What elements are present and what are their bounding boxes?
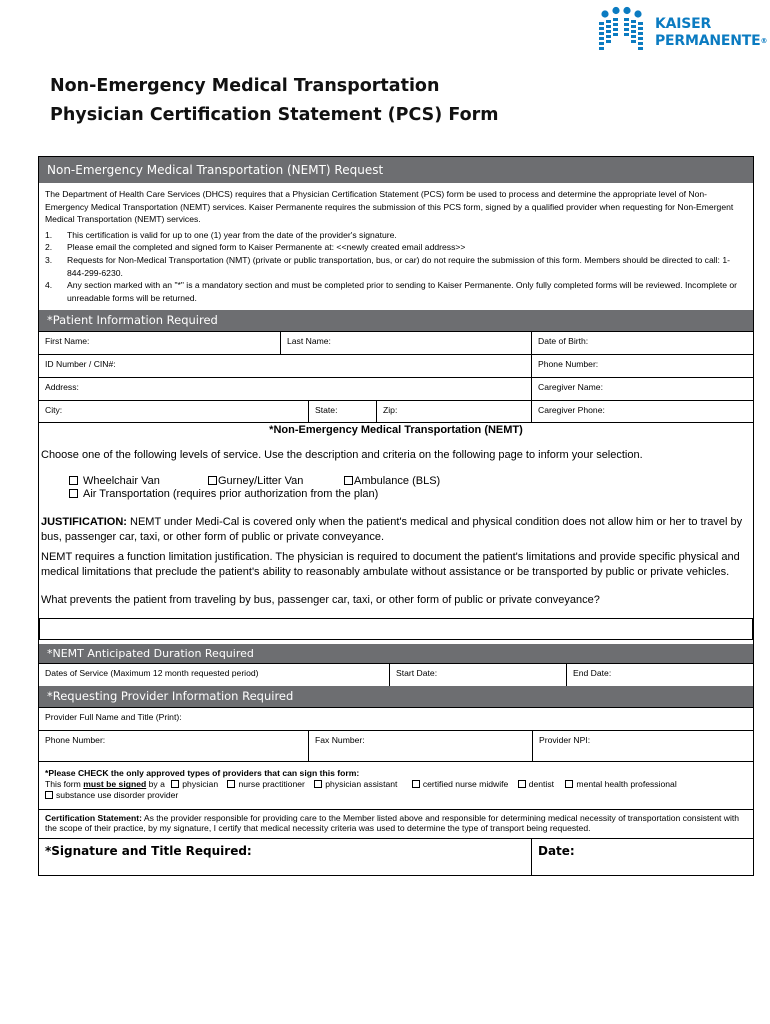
cert-text: As the provider responsible for providing care to the Member listed above and responsible for determining medical necessity of transportation consistent with the scope of their practice, by my signature, I certify that medical necessity criteria was used to determine the type of transport being requested. [45, 813, 740, 834]
certification-row [39, 809, 753, 838]
type-label: substance use disorder provider [56, 790, 179, 801]
justification-text [41, 515, 751, 545]
provider-name-row [39, 707, 753, 730]
nemt-choose-text: Choose one of the following levels of service. Use the description and criteria on the following page to inform your selection. [41, 449, 643, 462]
list-number: 2. [45, 242, 53, 253]
form-title [50, 72, 499, 130]
service-options [41, 475, 751, 501]
checkbox-wheelchair-van[interactable] [69, 476, 78, 485]
end-date-field[interactable]: End Date: [566, 664, 753, 686]
must-prefix: This form [45, 779, 84, 790]
patient-row-4 [39, 400, 753, 422]
nemt-request-intro [39, 183, 753, 310]
list-item [45, 279, 747, 304]
provider-types-list [45, 779, 747, 790]
checkbox-gurney-litter-van[interactable] [208, 476, 217, 485]
provider-header: *Requesting Provider Information Required [39, 686, 753, 707]
kaiser-permanente-logo [595, 6, 768, 58]
provider-types [39, 762, 753, 809]
option-ambulance-bls[interactable] [344, 475, 440, 488]
intro-paragraph: The Department of Health Care Services (DHCS) requires that a Physician Certification Statement (PCS) form be used to process and determine the appropriate level of Non-Emergency Medical Transportation (NEMT) services. Kaiser Permanente requires the submission of this PCS form, signed by a qualified provider when requesting for Non-Emergent Medical Transportation (NEMT) services. [45, 189, 734, 225]
list-item [45, 241, 747, 254]
must-suffix: by a [146, 779, 165, 790]
dob-field[interactable]: Date of Birth: [531, 332, 753, 354]
start-date-field[interactable]: Start Date: [389, 664, 566, 686]
type-certified-nurse-midwife[interactable] [412, 779, 509, 789]
type-dentist[interactable] [518, 779, 554, 789]
title-line2: Physician Certification Statement (PCS) Form [50, 105, 499, 125]
list-text: Please email the completed and signed form to Kaiser Permanente at: <<newly created email address>> [67, 242, 466, 253]
signature-row [39, 838, 753, 875]
provider-types-row [39, 761, 753, 809]
first-name-field[interactable]: First Name: [45, 336, 90, 347]
duration-row [39, 663, 753, 686]
provider-npi-field[interactable]: Provider NPI: [532, 731, 753, 761]
list-text: Requests for Non-Medical Transportation (NMT) (private or public transportation, bus, or car) do not require the submission of this form. Members should be directed to call: 1-844-299-6230. [67, 254, 730, 278]
type-label: physician assistant [325, 779, 398, 790]
list-item [45, 254, 747, 279]
must-signed: must be signed [83, 779, 147, 790]
type-substance-use-disorder-provider[interactable] [45, 790, 747, 801]
type-physician-assistant[interactable] [314, 779, 397, 789]
option-gurney-litter-van[interactable] [208, 475, 344, 488]
patient-row-2 [39, 354, 753, 377]
type-label: nurse practitioner [238, 779, 305, 790]
justification-body: NEMT under Medi-Cal is covered only when the patient's medical and physical condition does not allow him or her to travel by bus, passenger car, taxi, or other form of public or private conveyance. [41, 516, 743, 544]
logo-mark: ® [760, 37, 768, 45]
certification-statement [39, 810, 753, 838]
option-label: Ambulance (BLS) [354, 475, 441, 488]
option-label: Gurney/Litter Van [218, 475, 304, 488]
form-frame [38, 156, 754, 876]
list-number: 3. [45, 254, 53, 265]
checkbox-physician[interactable] [171, 780, 179, 788]
limitation-text: NEMT requires a function limitation justification. The physician is required to document the patient's limitations and provide specific physical and medical limitations that preclude the patient's ability to reasonably ambulate without assistance or be transported by public or private vehicles. [41, 551, 740, 579]
state-field[interactable]: State: [308, 401, 376, 422]
provider-contact-row [39, 730, 753, 761]
option-label: Air Transportation (requires prior authorization from the plan) [83, 488, 379, 501]
justification-label: JUSTIFICATION: [41, 516, 127, 529]
nemt-section [39, 422, 753, 640]
patient-row-1 [39, 331, 753, 354]
checkbox-certified-nurse-midwife[interactable] [412, 780, 420, 788]
list-text: Any section marked with an "*" is a mandatory section and must be completed prior to sending to Kaiser Permanente. Only fully completed forms will be reviewed. Incomplete or unreadable forms will be returned. [67, 280, 738, 303]
kaiser-logo-icon [595, 6, 651, 58]
nemt-request-header: Non-Emergency Medical Transportation (NEMT) Request [39, 157, 753, 183]
list-number: 1. [45, 229, 53, 240]
checkbox-dentist[interactable] [518, 780, 526, 788]
list-item [45, 229, 747, 242]
signature-field[interactable]: *Signature and Title Required: [45, 844, 252, 859]
logo-line2-wrap [655, 33, 767, 50]
prevent-answer-field[interactable] [39, 618, 753, 640]
provider-phone-field[interactable]: Phone Number: [45, 735, 106, 746]
logo-line2: PERMANENTE [655, 33, 761, 49]
nemt-title: *Non-Emergency Medical Transportation (NEMT) [269, 424, 523, 437]
checkbox-mental-health-professional[interactable] [565, 780, 573, 788]
last-name-field[interactable]: Last Name: [280, 332, 531, 354]
list-text: This certification is valid for up to one (1) year from the date of the provider's signature. [67, 229, 397, 240]
type-mental-health-professional[interactable] [565, 779, 676, 789]
type-label: certified nurse midwife [422, 779, 509, 790]
provider-fax-field[interactable]: Fax Number: [308, 731, 532, 761]
option-air-transportation[interactable] [69, 488, 751, 501]
logo-wordmark [655, 16, 767, 50]
list-number: 4. [45, 280, 53, 291]
patient-row-3 [39, 377, 753, 400]
checkbox-nurse-practitioner[interactable] [227, 780, 235, 788]
phone-field[interactable]: Phone Number: [531, 355, 753, 377]
caregiver-name-field[interactable]: Caregiver Name: [531, 378, 753, 400]
city-field[interactable]: City: [45, 405, 63, 416]
patient-info-header: *Patient Information Required [39, 310, 753, 331]
service-options-row [69, 475, 751, 488]
checkbox-substance-use-disorder-provider[interactable] [45, 791, 53, 799]
checkbox-ambulance-bls[interactable] [344, 476, 353, 485]
option-wheelchair-van[interactable] [69, 475, 208, 488]
dates-of-service-label: Dates of Service (Maximum 12 month requested period) [45, 668, 259, 679]
provider-full-name-field[interactable]: Provider Full Name and Title (Print): [45, 712, 182, 723]
type-nurse-practitioner[interactable] [227, 779, 304, 789]
caregiver-phone-field[interactable]: Caregiver Phone: [531, 401, 753, 422]
cert-label: Certification Statement: [45, 813, 142, 824]
logo-line1: KAISER [655, 16, 712, 32]
option-label: Wheelchair Van [83, 475, 160, 488]
type-label: dentist [528, 779, 555, 790]
zip-field[interactable]: Zip: [376, 401, 531, 422]
checkbox-physician-assistant[interactable] [314, 780, 322, 788]
signature-date-field[interactable]: Date: [531, 839, 753, 875]
duration-header: *NEMT Anticipated Duration Required [39, 644, 753, 663]
type-label: physician [182, 779, 219, 790]
type-label: mental health professional [576, 779, 677, 790]
address-field[interactable]: Address: [45, 382, 79, 393]
provider-types-label: *Please CHECK the only approved types of providers that can sign this form: [45, 768, 360, 779]
instructions-list [45, 229, 747, 305]
checkbox-air-transportation[interactable] [69, 489, 78, 498]
title-line1: Non-Emergency Medical Transportation [50, 76, 440, 96]
id-number-field[interactable]: ID Number / CIN#: [45, 359, 116, 370]
prevent-question: What prevents the patient from traveling by bus, passenger car, taxi, or other form of public or private conveyance? [41, 594, 600, 607]
type-physician[interactable] [171, 779, 218, 789]
